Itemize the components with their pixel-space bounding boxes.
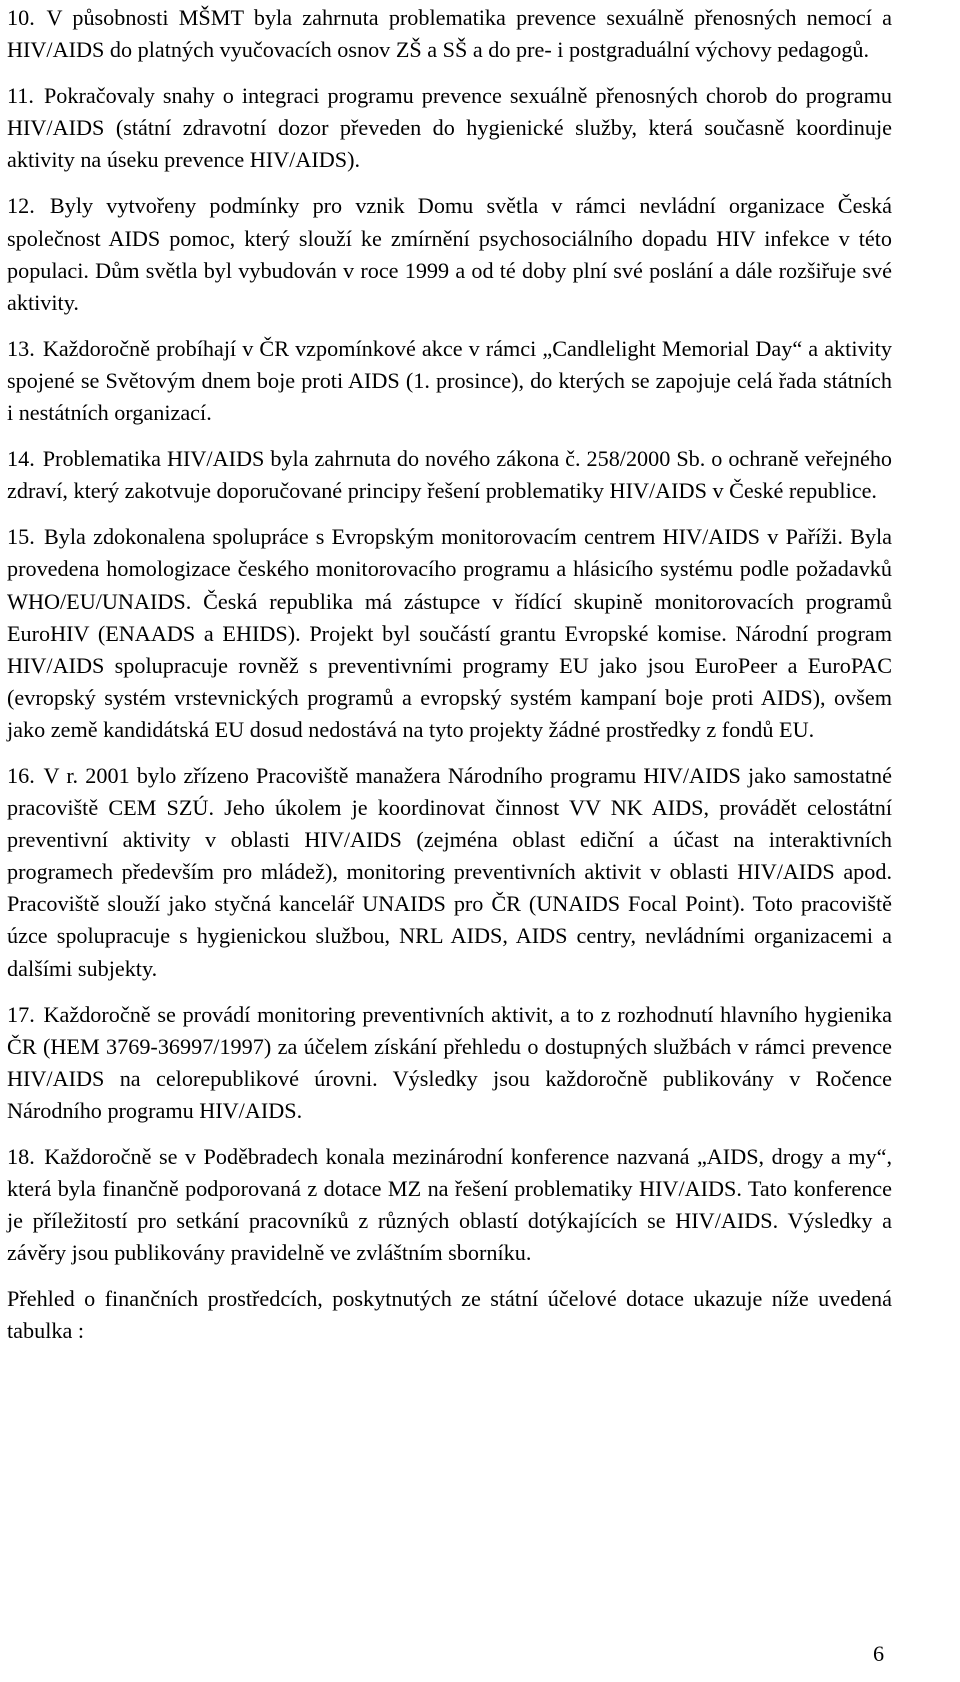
- paragraph-text: Problematika HIV/AIDS byla zahrnuta do nového zákona č. 258/2000 Sb. o ochraně veřejného zdraví, který zakotvuje doporučované principy řešení problematiky HIV/AIDS v České republice.: [7, 446, 893, 504]
- paragraph-text: Byla zdokonalena spolupráce s Evropským monitorovacím centrem HIV/AIDS v Paříži. Byla provedena homologizace českého monitorovacího programu a hlásicího systému podle požadavků WHO/EU/UNAIDS. Česká republika má zástupce v řídící skupině monitorovacích programů EuroHIV (ENAADS a EHIDS). Projekt byl součástí grantu Evropské komise. Národní program HIV/AIDS spolupracuje rovněž s preventivními programy EU jako jsou EuroPeer a EuroPAC (evropský systém vrstevnických programů a evropský systém kampaní boje proti AIDS), ovšem jako země kandidátská EU dosud nedostává na tyto projekty žádné prostředky z fondů EU.: [7, 524, 893, 742]
- paragraph-number: 10.: [7, 5, 35, 30]
- document-page: [7, 2, 892, 1362]
- page-number: 6: [873, 1641, 885, 1666]
- paragraph-13: [7, 333, 892, 429]
- paragraph-15: [7, 521, 892, 746]
- paragraph-number: 15.: [7, 524, 35, 550]
- paragraph-12: [7, 190, 892, 318]
- paragraph-11: [7, 80, 892, 176]
- summary-paragraph: [7, 1283, 892, 1347]
- paragraph-text: Přehled o finančních prostředcích, poskytnutých ze státní účelové dotace ukazuje níže uvedená tabulka :: [7, 1286, 892, 1344]
- paragraph-text: Každoročně se provádí monitoring preventivních aktivit, a to z rozhodnutí hlavního hygienika ČR (HEM 3769-36997/1997) za účelem získání přehledu o dostupných službách v rámci prevence HIV/AIDS na celorepublikové úrovni. Výsledky jsou každoročně publikovány v Ročence Národního programu HIV/AIDS.: [7, 1001, 892, 1123]
- paragraph-number: 11.: [7, 83, 34, 109]
- paragraph-16: [7, 760, 892, 985]
- paragraph-text: V r. 2001 bylo zřízeno Pracoviště manažera Národního programu HIV/AIDS jako samostatné pracoviště CEM SZÚ. Jeho úkolem je koordinovat činnost VV NK AIDS, provádět celostátní preventivní aktivity v oblasti HIV/AIDS (zejména oblast ediční a účast na interaktivních programech především pro mládež), monitoring preventivních aktivit v oblasti HIV/AIDS apod. Pracoviště slouží jako styčná kancelář UNAIDS pro ČR (UNAIDS Focal Point). Toto pracoviště úzce spolupracuje s hygienickou službou, NRL AIDS, AIDS centry, nevládními organizacemi a dalšími subjekty.: [7, 762, 892, 981]
- paragraph-text: V působnosti MŠMT byla zahrnuta problematika prevence sexuálně přenosných nemocí a HIV/AIDS do platných vyučovacích osnov ZŠ a SŠ a do pre- i postgraduální výchovy pedagogů.: [7, 5, 892, 63]
- paragraph-number: 16.: [7, 762, 35, 788]
- paragraph-10: [7, 2, 892, 66]
- paragraph-number: 12.: [7, 193, 35, 219]
- paragraph-18: [7, 1141, 892, 1269]
- paragraph-number: 18.: [7, 1144, 35, 1169]
- paragraph-text: Každoročně se v Poděbradech konala mezinárodní konference nazvaná „AIDS, drogy a my“, která byla finančně podporovaná z dotace MZ na řešení problematiky HIV/AIDS. Tato konference je příležitostí pro setkání pracovníků z různých oblastí dotýkajících se HIV/AIDS. Výsledky a závěry jsou publikovány pravidelně ve zvláštním sborníku.: [7, 1144, 893, 1266]
- paragraph-number: 13.: [7, 335, 35, 361]
- paragraph-text: Byly vytvořeny podmínky pro vznik Domu světla v rámci nevládní organizace Česká společnost AIDS pomoc, který slouží ke zmírnění psychosociálního dopadu HIV infekce v této populaci. Dům světla byl vybudován v roce 1999 a od té doby plní své poslání a dále rozšiřuje své aktivity.: [7, 193, 892, 315]
- paragraph-text: Pokračovaly snahy o integraci programu prevence sexuálně přenosných chorob do programu HIV/AIDS (státní zdravotní dozor převeden do hygienické služby, která současně koordinuje aktivity na úseku prevence HIV/AIDS).: [7, 83, 892, 173]
- paragraph-14: [7, 443, 892, 507]
- paragraph-number: 14.: [7, 446, 35, 472]
- paragraph-text: Každoročně probíhají v ČR vzpomínkové akce v rámci „Candlelight Memorial Day“ a aktivity spojené se Světovým dnem boje proti AIDS (1. prosince), do kterých se zapojuje celá řada státních i nestátních organizací.: [7, 335, 892, 426]
- paragraph-number: 17.: [7, 1001, 35, 1027]
- paragraph-17: [7, 999, 892, 1127]
